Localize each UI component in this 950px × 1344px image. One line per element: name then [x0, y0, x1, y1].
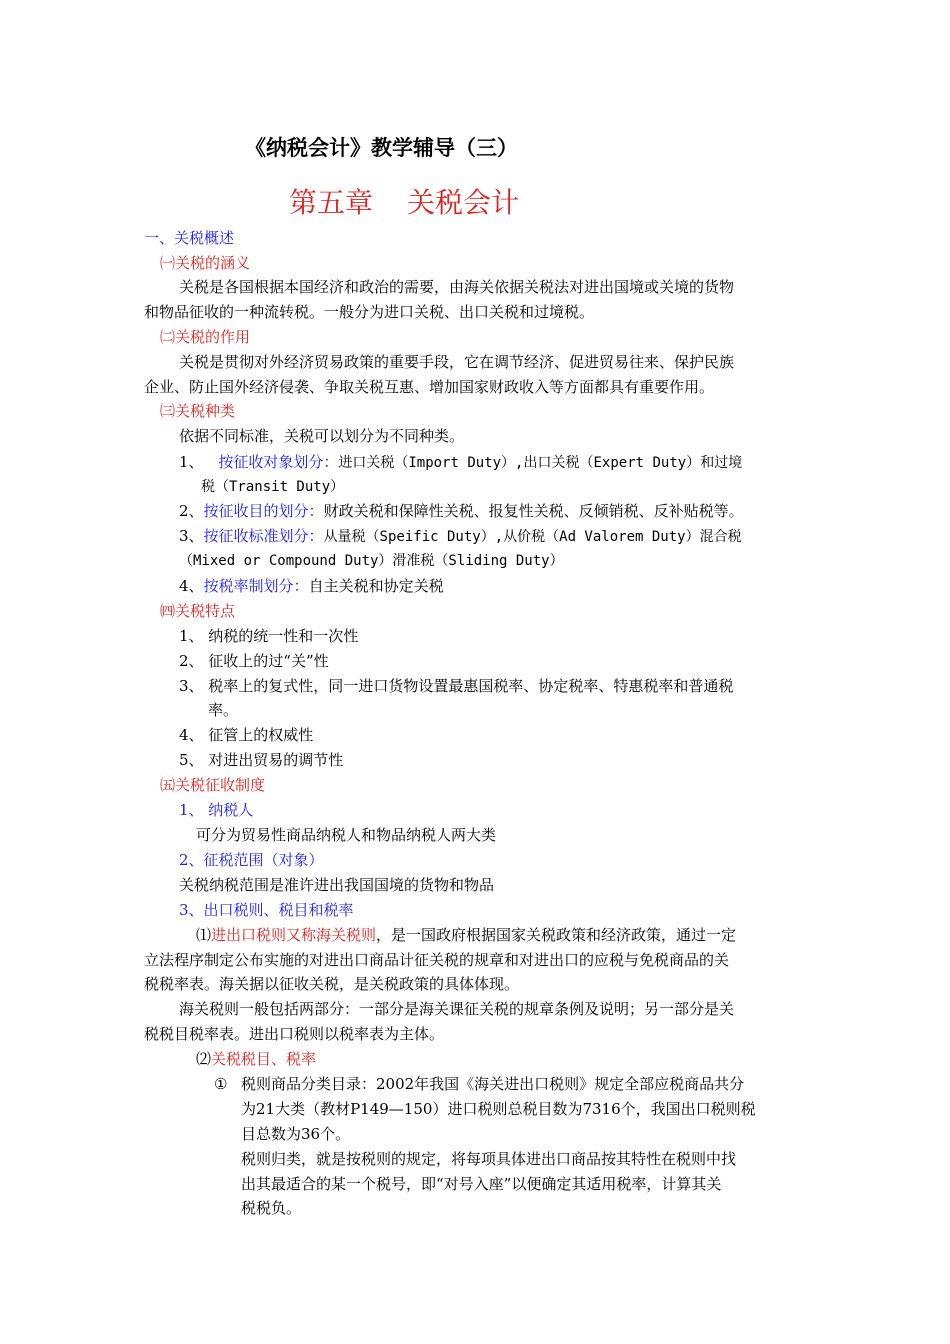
list-item: 3、 税率上的复式性，同一进口货物设置最惠国税率、协定税率、特惠税率和普通税 — [179, 677, 734, 695]
list-label: 按征收标准划分： — [203, 527, 324, 545]
list-text-cont: 税（Transit Duty） — [201, 479, 345, 495]
subsection-heading: ㈡关税的作用 — [160, 328, 251, 346]
list-item — [179, 526, 742, 547]
list-item — [179, 501, 744, 521]
paragraph-line: 和物品征收的一种流转税。一般分为进口关税、出口关税和过境税。 — [144, 303, 595, 321]
subsection-heading: ㈢关税种类 — [160, 402, 236, 420]
paragraph-text: ，是一国政府根据国家关税政策和经济政策，通过一定 — [376, 926, 737, 944]
paragraph-line: 税则商品分类目录：2002年我国《海关进出口税则》规定全部应税商品共分 — [241, 1075, 745, 1093]
list-label: 按税率制划分： — [203, 577, 309, 595]
document-title: 《纳税会计》教学辅导（三） — [245, 136, 518, 160]
list-item: 5、 对进出贸易的调节性 — [179, 751, 344, 769]
paragraph-line: 关税是贯彻对外经济贸易政策的重要手段，它在调节经济、促进贸易往来、保护民族 — [179, 353, 735, 371]
list-heading: 2、征税范围（对象） — [179, 851, 324, 869]
paragraph-line: 税税目税率表。进出口税则以税率表为主体。 — [144, 1025, 445, 1043]
paragraph-line: 税税负。 — [241, 1199, 302, 1217]
term-highlight: 关税税目、税率 — [211, 1050, 317, 1068]
list-text: 进口关税（Import Duty）,出口关税（Expert Duty）和过境 — [338, 455, 743, 471]
paragraph-line: 关税是各国根据本国经济和政治的需要，由海关依据关税法对进出国境或关境的货物 — [179, 278, 735, 296]
paragraph-line: 依据不同标准，关税可以划分为不同种类。 — [179, 427, 465, 445]
list-item: 2、 征收上的过“关”性 — [179, 652, 329, 670]
chapter-number: 第五章 — [289, 186, 374, 219]
list-label: 按征收对象划分： — [218, 453, 339, 471]
term-highlight: 进出口税则又称海关税则 — [211, 926, 377, 944]
chapter-name: 关税会计 — [407, 186, 520, 219]
item-number: ⑴ — [196, 926, 212, 944]
paragraph-line: 可分为贸易性商品纳税人和物品纳税人两大类 — [196, 826, 497, 844]
item-number: ⑵ — [196, 1050, 212, 1068]
paragraph-line: 税税率表。海关据以征收关税，是关税政策的具体体现。 — [144, 975, 520, 993]
chapter-heading — [289, 185, 519, 221]
paragraph-line: 目总数为36个。 — [241, 1125, 351, 1143]
subsection-heading: ㈠关税的涵义 — [160, 254, 251, 272]
list-heading: 1、 纳税人 — [179, 801, 254, 819]
list-text-cont: （Mixed or Compound Duty）滑准税（Sliding Duty） — [179, 553, 564, 569]
list-text-cont: 率。 — [208, 701, 239, 719]
list-item — [179, 576, 444, 596]
list-item — [179, 452, 742, 473]
paragraph-line: 企业、防止国外经济侵袭、争取关税互惠、增加国家财政收入等方面都具有重要作用。 — [144, 378, 715, 396]
section-heading: 一、关税概述 — [144, 229, 235, 247]
circled-number: ① — [214, 1075, 228, 1093]
list-item: 1、 纳税的统一性和一次性 — [179, 627, 359, 645]
list-number: 4、 — [179, 577, 204, 595]
list-heading: 3、出口税则、税目和税率 — [179, 901, 354, 919]
list-number: 3、 — [179, 527, 204, 545]
list-item: 4、 征管上的权威性 — [179, 726, 314, 744]
list-number: 1、 — [179, 453, 204, 471]
subsection-heading — [196, 1049, 316, 1069]
paragraph-line: 出其最适合的某一个税号，即“对号入座”以便确定其适用税率，计算其关 — [241, 1175, 722, 1193]
list-number: 2、 — [179, 502, 204, 520]
list-text: 自主关税和协定关税 — [308, 577, 444, 595]
paragraph-line: 税则归类，就是按税则的规定，将每项具体进出口商品按其特性在税则中找 — [241, 1150, 737, 1168]
subsection-heading: ㈤关税征收制度 — [160, 776, 266, 794]
paragraph-line: 为21大类（教材P149—150）进口税则总税目数为7316个，我国出口税则税 — [241, 1100, 756, 1118]
list-text: 财政关税和保障性关税、报复性关税、反倾销税、反补贴税等。 — [323, 502, 744, 520]
subsection-heading: ㈣关税特点 — [160, 602, 236, 620]
paragraph-line: 海关税则一般包括两部分：一部分是海关课征关税的规章条例及说明；另一部分是关 — [179, 1000, 735, 1018]
paragraph-line — [196, 925, 736, 945]
paragraph-line: 立法程序制定公布实施的对进出口商品计征关税的规章和对进出口的应税与免税商品的关 — [144, 951, 730, 969]
list-text: 从量税（Speific Duty）,从价税（Ad Valorem Duty）混合税 — [323, 529, 742, 545]
list-label: 按征收目的划分： — [203, 502, 324, 520]
paragraph-line: 关税纳税范围是准许进出我国国境的货物和物品 — [179, 876, 495, 894]
